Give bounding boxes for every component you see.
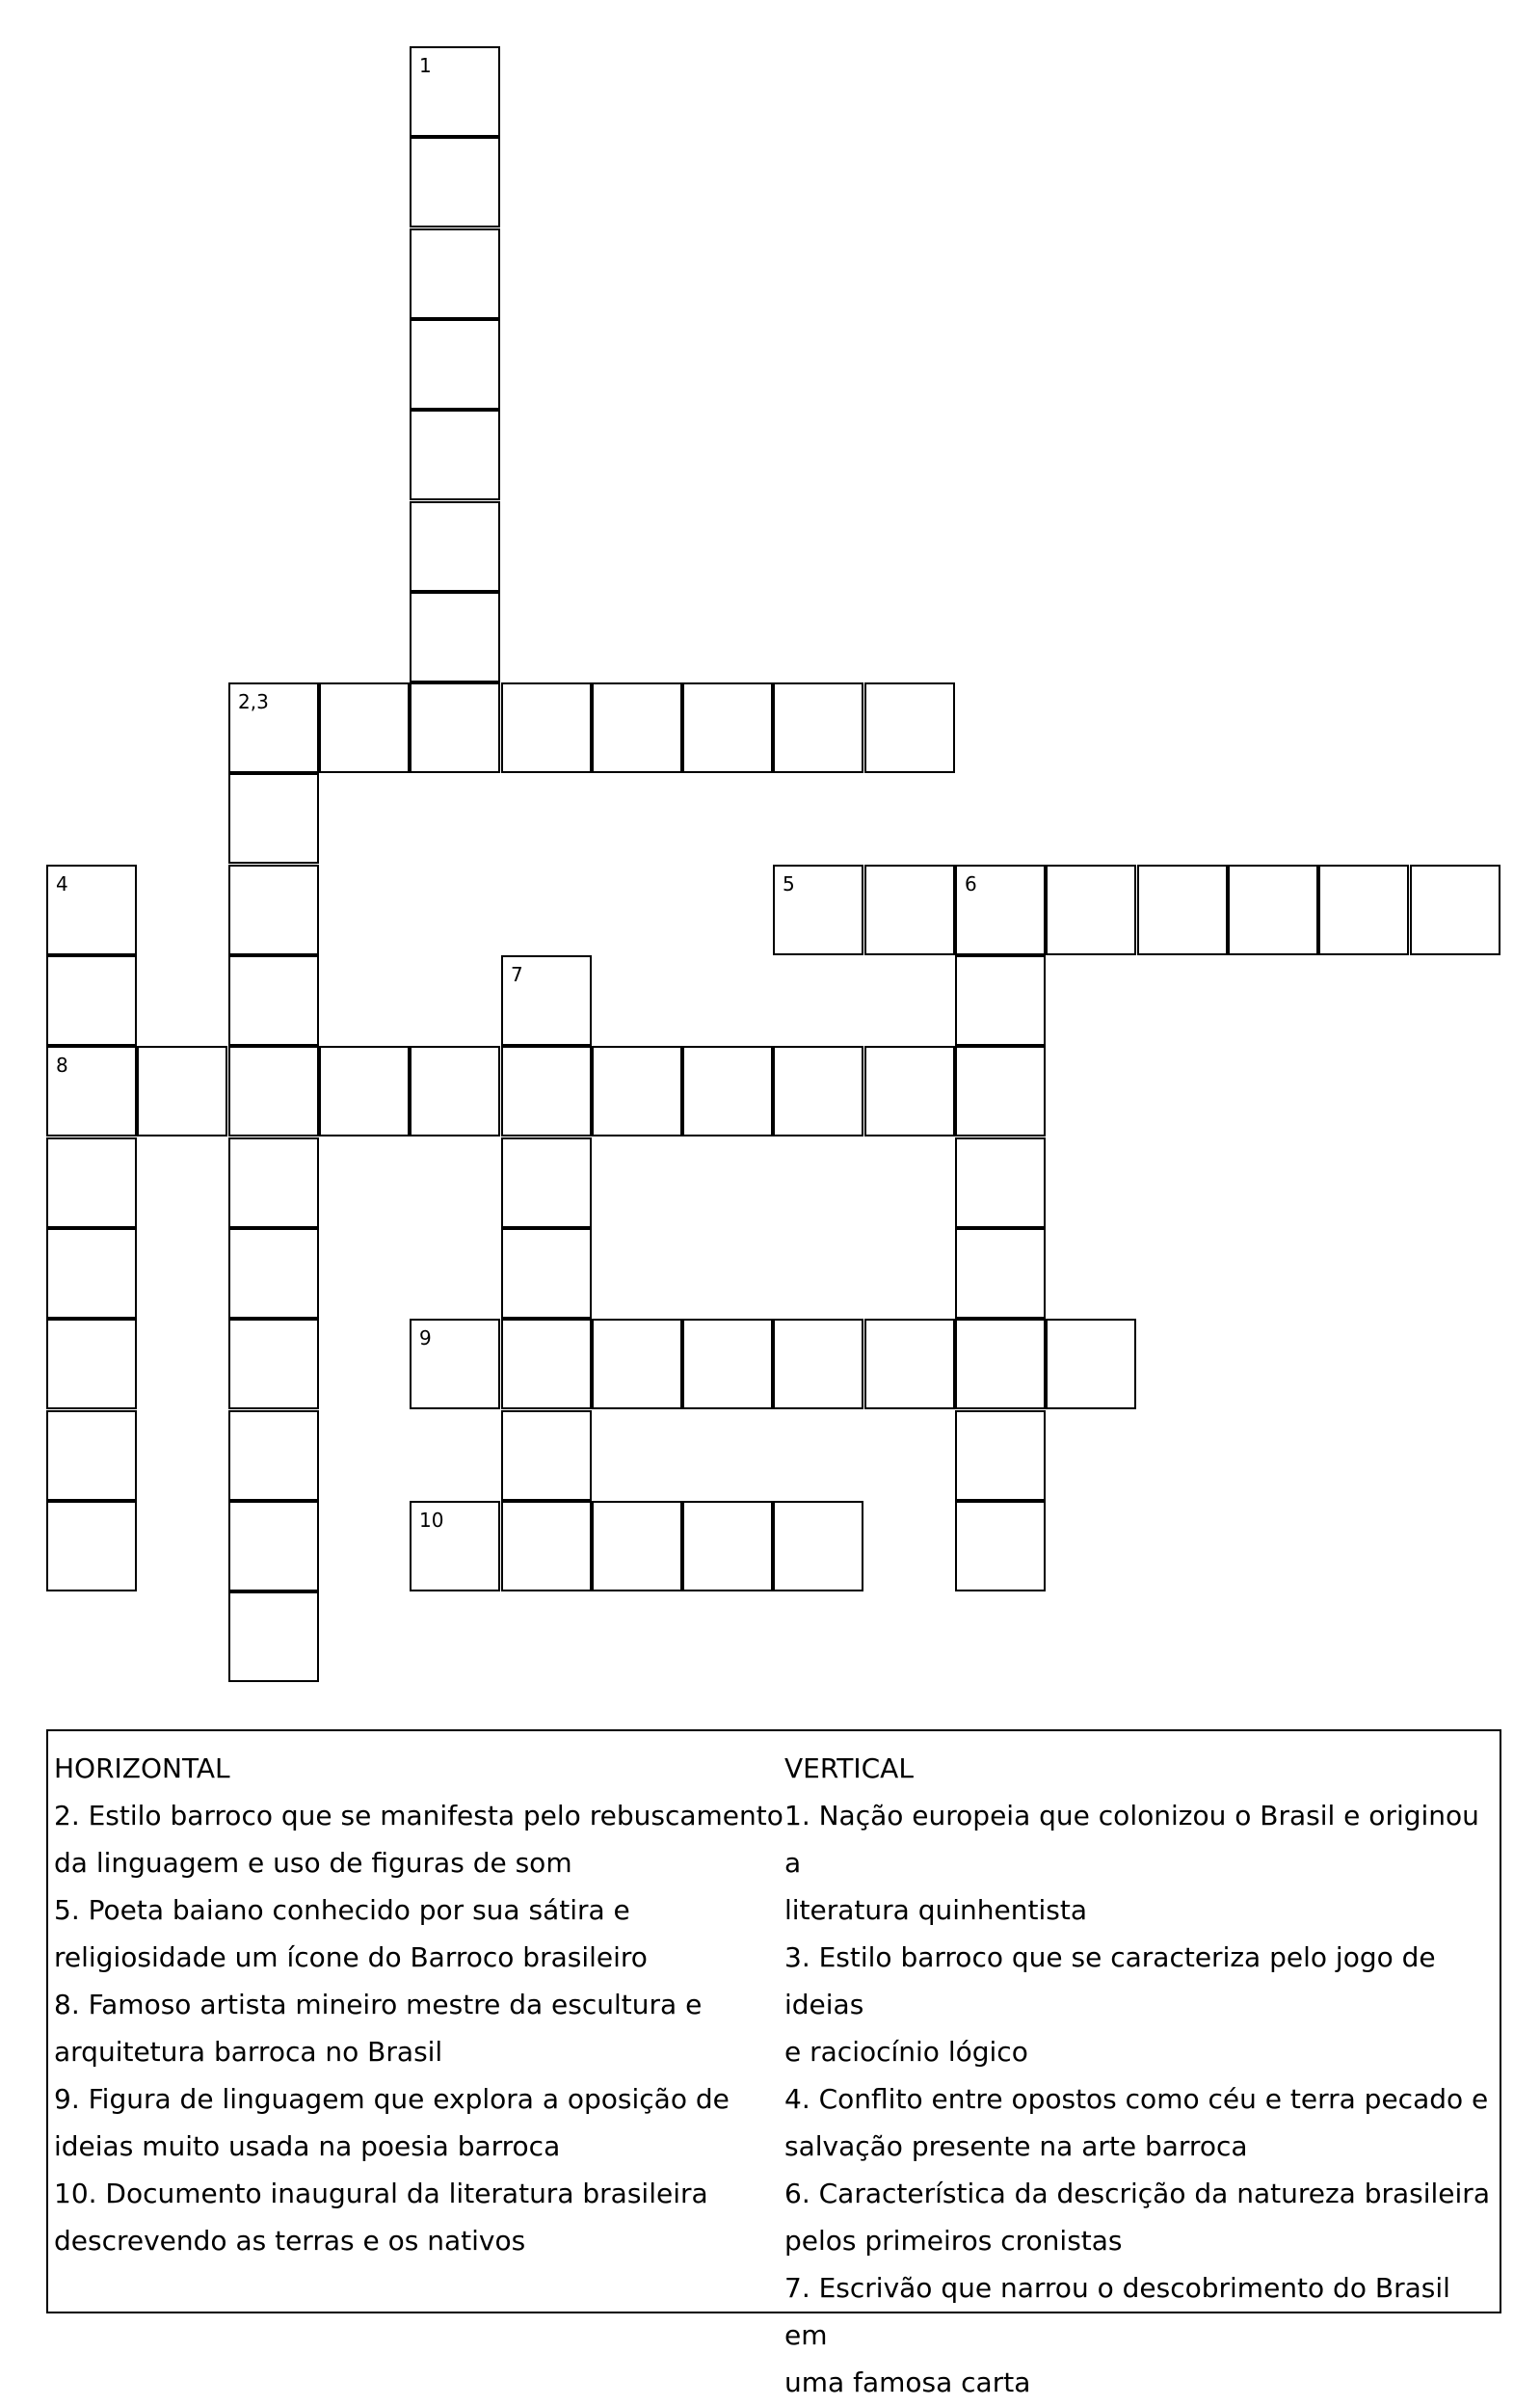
horizontal-clue-line: ideias muito usada na poesia barroca (54, 2130, 561, 2162)
crossword-cell[interactable] (773, 682, 863, 773)
vertical-clue-line: 3. Estilo barroco que se caracteriza pelo jogo de ideias (784, 1941, 1436, 2020)
crossword-cell[interactable] (228, 1137, 319, 1228)
clue-number: 2,3 (238, 690, 269, 713)
horizontal-clue-line: arquitetura barroca no Brasil (54, 2036, 443, 2068)
crossword-cell[interactable] (410, 501, 500, 592)
crossword-cell[interactable] (228, 773, 319, 864)
crossword-cell[interactable] (864, 682, 955, 773)
crossword-cell[interactable] (228, 1410, 319, 1501)
crossword-cell[interactable] (955, 865, 1046, 955)
crossword-cell[interactable] (501, 1137, 592, 1228)
crossword-cell[interactable] (46, 1137, 137, 1228)
crossword-cell[interactable] (1410, 865, 1500, 955)
crossword-cell[interactable] (955, 1228, 1046, 1319)
crossword-cell[interactable] (501, 1046, 592, 1136)
crossword-cell[interactable] (46, 1319, 137, 1409)
crossword-cell[interactable] (228, 955, 319, 1046)
vertical-clue-line: uma famosa carta (784, 2366, 1031, 2398)
crossword-cell[interactable] (410, 682, 500, 773)
crossword-cell[interactable] (1318, 865, 1409, 955)
crossword-cell[interactable] (410, 137, 500, 227)
horizontal-clue-line: 10. Documento inaugural da literatura brasileira (54, 2178, 708, 2209)
crossword-cell[interactable] (228, 1228, 319, 1319)
horizontal-title: HORIZONTAL (54, 1752, 230, 1784)
crossword-cell[interactable] (228, 682, 319, 773)
horizontal-clue-line: 2. Estilo barroco que se manifesta pelo rebuscamento (54, 1800, 783, 1831)
crossword-cell[interactable] (46, 1501, 137, 1591)
clue-number: 9 (419, 1326, 432, 1350)
horizontal-clues (54, 1745, 786, 2264)
crossword-cell[interactable] (228, 1319, 319, 1409)
crossword-cell[interactable] (46, 1410, 137, 1501)
vertical-clue-line: 7. Escrivão que narrou o descobrimento do Brasil em (784, 2272, 1450, 2351)
clues-box (46, 1729, 1501, 2398)
crossword-cell[interactable] (501, 1228, 592, 1319)
crossword-cell[interactable] (1046, 1319, 1136, 1409)
crossword-cell[interactable] (410, 592, 500, 682)
crossword-cell[interactable] (864, 1319, 955, 1409)
crossword-cell[interactable] (682, 1501, 773, 1591)
crossword-cell[interactable] (682, 1046, 773, 1136)
crossword-cell[interactable] (46, 865, 137, 955)
clue-number: 6 (965, 872, 977, 896)
horizontal-clue-line: 9. Figura de linguagem que explora a oposição de (54, 2083, 730, 2115)
crossword-cell[interactable] (46, 1046, 137, 1136)
crossword-cell[interactable] (773, 865, 863, 955)
crossword-cell[interactable] (228, 1046, 319, 1136)
crossword-cell[interactable] (410, 46, 500, 137)
vertical-clue-line: pelos primeiros cronistas (784, 2225, 1123, 2257)
crossword-cell[interactable] (864, 865, 955, 955)
vertical-clues (784, 1745, 1500, 2406)
crossword-cell[interactable] (501, 1501, 592, 1591)
crossword-cell[interactable] (592, 682, 682, 773)
vertical-clue-line: salvação presente na arte barroca (784, 2130, 1248, 2162)
crossword-cell[interactable] (46, 1228, 137, 1319)
crossword-cell[interactable] (955, 1319, 1046, 1409)
crossword-cell[interactable] (228, 1501, 319, 1591)
crossword-cell[interactable] (773, 1319, 863, 1409)
horizontal-clue-line: da linguagem e uso de figuras de som (54, 1847, 572, 1879)
crossword-cell[interactable] (410, 228, 500, 319)
crossword-cell[interactable] (592, 1046, 682, 1136)
crossword-cell[interactable] (228, 865, 319, 955)
crossword-cell[interactable] (1046, 865, 1136, 955)
vertical-clue-line: e raciocínio lógico (784, 2036, 1028, 2068)
crossword-cell[interactable] (592, 1501, 682, 1591)
crossword-cell[interactable] (864, 1046, 955, 1136)
clue-number: 7 (511, 963, 523, 986)
vertical-clue-line: 4. Conflito entre opostos como céu e terra pecado e (784, 2083, 1489, 2115)
crossword-cell[interactable] (501, 682, 592, 773)
clue-number: 10 (419, 1509, 444, 1532)
crossword-cell[interactable] (773, 1046, 863, 1136)
crossword-cell[interactable] (773, 1501, 863, 1591)
crossword-cell[interactable] (228, 1591, 319, 1682)
clue-number: 4 (56, 872, 68, 896)
crossword-cell[interactable] (955, 1501, 1046, 1591)
horizontal-clue-line: 5. Poeta baiano conhecido por sua sátira e (54, 1894, 630, 1926)
crossword-cell[interactable] (955, 1410, 1046, 1501)
crossword-cell[interactable] (137, 1046, 227, 1136)
crossword-cell[interactable] (955, 1137, 1046, 1228)
crossword-cell[interactable] (319, 1046, 410, 1136)
crossword-cell[interactable] (501, 955, 592, 1046)
horizontal-clue-line: 8. Famoso artista mineiro mestre da escultura e (54, 1989, 703, 2020)
crossword-cell[interactable] (1228, 865, 1318, 955)
vertical-clue-line: 1. Nação europeia que colonizou o Brasil e originou a (784, 1800, 1479, 1879)
crossword-cell[interactable] (682, 1319, 773, 1409)
crossword-cell[interactable] (501, 1319, 592, 1409)
crossword-cell[interactable] (410, 1046, 500, 1136)
crossword-cell[interactable] (410, 319, 500, 410)
crossword-cell[interactable] (682, 682, 773, 773)
clue-number: 5 (783, 872, 795, 896)
vertical-clue-line: 6. Característica da descrição da natureza brasileira (784, 2178, 1490, 2209)
crossword-cell[interactable] (501, 1410, 592, 1501)
vertical-title: VERTICAL (784, 1752, 914, 1784)
clue-number: 1 (419, 54, 432, 77)
crossword-cell[interactable] (592, 1319, 682, 1409)
crossword-cell[interactable] (410, 410, 500, 500)
vertical-clue-line: literatura quinhentista (784, 1894, 1087, 1926)
crossword-cell[interactable] (319, 682, 410, 773)
crossword-cell[interactable] (46, 955, 137, 1046)
crossword-cell[interactable] (1137, 865, 1228, 955)
clue-number: 8 (56, 1054, 68, 1077)
crossword-cell[interactable] (410, 1501, 500, 1591)
crossword-cell[interactable] (410, 1319, 500, 1409)
crossword-cell[interactable] (955, 1046, 1046, 1136)
horizontal-clue-line: descrevendo as terras e os nativos (54, 2225, 526, 2257)
horizontal-clue-line: religiosidade um ícone do Barroco brasileiro (54, 1941, 648, 1973)
crossword-cell[interactable] (955, 955, 1046, 1046)
